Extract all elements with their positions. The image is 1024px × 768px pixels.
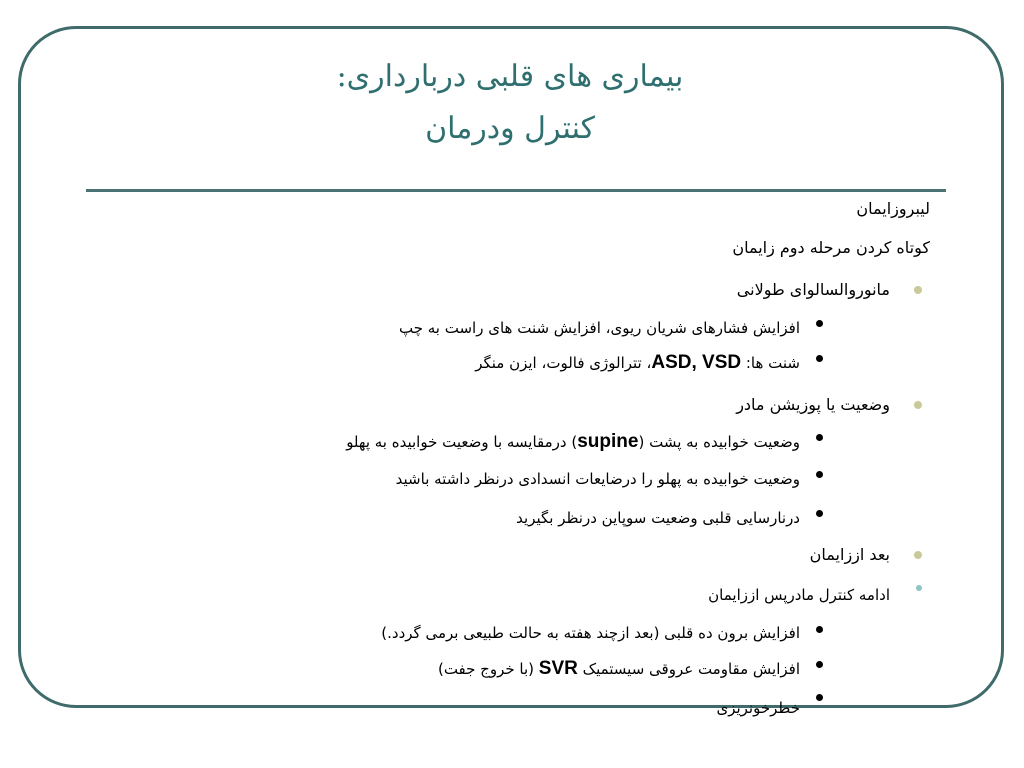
bullet-icon: [816, 510, 823, 517]
svr-latin: SVR: [538, 658, 578, 679]
list-subitem-lateral: وضعیت خوابیده به پهلو را درضایعات انسدادی درنظر داشته باشید: [395, 470, 800, 488]
list-subitem-supine: [346, 431, 800, 453]
slide-title-line2: کنترل ودرمان: [425, 111, 595, 146]
list-item-continue-control: ادامه کنترل مادرپس اززایمان: [708, 586, 890, 604]
list-subitem-cardiac-output: افزایش برون ده قلبی (بعد ازچند هفته به حالت طبیعی برمی گردد.): [381, 624, 800, 642]
list-item-labor: لیبروزایمان: [856, 199, 930, 218]
list-item-valsalva: مانوروالسالوای طولانی: [736, 280, 890, 299]
bullet-icon: [816, 355, 823, 362]
slide-title-line1: بیماری های قلبی دربارداری:: [336, 59, 684, 94]
list-subitem-heart-failure: درنارسایی قلبی وضعیت سوپاین درنظر بگیرید: [516, 509, 800, 527]
title-divider: [86, 189, 946, 192]
list-item-position: وضعیت یا پوزیشن مادر: [736, 395, 890, 414]
list-subitem-bleeding: خطرخونریزی: [716, 699, 800, 717]
svr-suffix: (با خروج جفت): [437, 660, 539, 678]
shunts-latin: ASD, VSD: [651, 352, 742, 373]
bullet-icon: [816, 661, 823, 668]
supine-suffix: ) درمقایسه با وضعیت خوابیده به پهلو: [346, 433, 578, 451]
bullet-icon: [914, 551, 922, 559]
bullet-icon: [816, 320, 823, 327]
shunts-prefix: شنت ها:: [741, 354, 800, 372]
list-item-postpartum: بعد اززایمان: [809, 545, 890, 564]
bullet-icon: [914, 401, 922, 409]
bullet-icon: [914, 286, 922, 294]
list-subitem-svr: [438, 658, 800, 680]
bullet-icon: [816, 434, 823, 441]
bullet-icon: [816, 471, 823, 478]
list-subitem-shunts: [475, 352, 800, 374]
shunts-suffix: ، تترالوژی فالوت، ایزن منگر: [475, 354, 652, 372]
supine-prefix: وضعیت خوابیده به پشت (: [638, 433, 800, 451]
list-subitem-pressure-shunt: افزایش فشارهای شریان ریوی، افزایش شنت های راست به چپ: [399, 319, 800, 337]
supine-latin: supine: [577, 431, 639, 452]
bullet-icon: [916, 585, 922, 591]
bullet-icon: [816, 694, 823, 701]
svr-prefix: افزایش مقاومت عروقی سیستمیک: [577, 660, 800, 678]
bullet-icon: [816, 626, 823, 633]
list-item-shorten-second-stage: کوتاه کردن مرحله دوم زایمان: [732, 238, 930, 257]
